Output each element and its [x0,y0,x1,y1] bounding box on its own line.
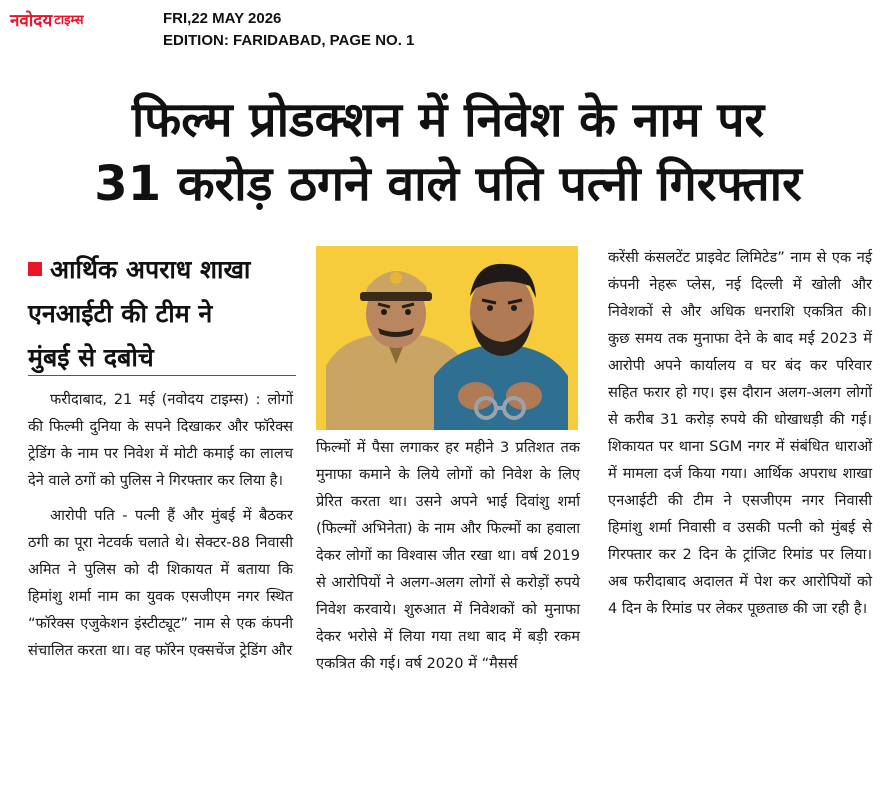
article-column-1 [28,386,293,664]
subhead-line-3: मुंबई से दबोचे [28,343,154,372]
column2-text: फिल्मों में पैसा लगाकर हर महीने 3 प्रतिशत तक मुनाफा कमाने के लिये लोगों को निवेश के लिए प्रेरित करता था। उसने अपने भाई दिवांशु शर्मा (फिल्मों अभिनेता) के नाम और फिल्मों का हवाला देकर लोगों का विश्वास जीत रखा था। वर्ष 2019 से आरोपियों ने अलग-अलग लोगों से करोड़ों रुपये निवेश करवाये। शुरुआत में निवेशकों को मुनाफा देकर भरोसे में लिया गया तथा बाद में बड़ी रकम एकत्रित की गई। वर्ष 2020 में “मैसर्स [316,439,580,672]
publication-date: FRI,22 MAY 2026 [163,10,282,27]
masthead-bar [0,0,896,58]
red-square-bullet-icon [28,262,42,276]
column1-paragraph-1: फरीदाबाद, 21 मई (नवोदय टाइम्स) : लोगों की फिल्मी दुनिया के सपने दिखाकर और फॉरेक्स ट्रेडिंग के नाम पर निवेश में मोटी कमाई का लालच देने वाले ठगों को पुलिस ने गिरफ्तार कर लिया है। [28,391,293,489]
police-arrest-illustration [316,246,578,430]
headline-line-1: फिल्म प्रोडक्शन में निवेश के नाम पर [131,92,765,148]
headline-line-2: 31 करोड़ ठगने वाले पति पत्नी गिरफ्तार [94,156,802,212]
article-headline [0,88,896,216]
column3-text: करेंसी कंसलटेंट प्राइवेट लिमिटेड” नाम से एक नई कंपनी नेहरू प्लेस, नई दिल्ली में खोली और निवेशकों से और अधिक धनराशि एकत्रित की। कुछ समय तक मुनाफा देने के बाद मई 2023 में आरोपी अपने कार्यालय व घर बंद कर परिवार सहित फरार हो गए। इस दौरान अलग-अलग लोगों से करीब 31 करोड़ रुपये की धोखाधड़ी की गई। शिकायत पर थाना SGM नगर में संबंधित धाराओं में मामला दर्ज किया गया। आर्थिक अपराध शाखा एनआईटी की टीम ने एसजीएम नगर निवासी हिमांशु शर्मा निवासी व उसकी पत्नी को मुंबई से गिरफ्तार कर 2 दिन के ट्रांजिट रिमांड पर लिया। अब फरीदाबाद अदालत में पेश कर आरोपियों को 4 दिन के रिमांड पर लेकर पूछताछ की जा रही है। [608,249,872,617]
logo-subtitle: टाइम्स [54,13,84,28]
article-column-3 [608,244,872,622]
column1-paragraph-2: आरोपी पति - पत्नी हैं और मुंबई में बैठकर ठगी का पूरा नेटवर्क चलाते थे। सेक्टर-88 निवासी अमित ने पुलिस को दी शिकायत में बताया कि हिमांशु शर्मा नाम का युवक एसजीएम नगर स्थित “फॉरेक्स एजुकेशन इंस्टीट्यूट” नाम से एक कंपनी संचालित करता था। वह फॉरेन एक्सचेंज ट्रेडिंग और [28,507,293,659]
article-column-2 [316,434,580,677]
edition-label: EDITION: FARIDABAD, PAGE NO. 1 [163,32,415,49]
logo-wordmark: नवोदय [10,10,53,31]
subhead-line-1: आर्थिक अपराध शाखा [50,255,251,284]
subhead-line-2: एनआईटी की टीम ने [28,299,213,328]
edition-info [163,8,414,52]
article-illustration [316,246,578,430]
newspaper-logo[interactable] [10,6,84,32]
article-subhead [28,248,300,380]
subhead-divider [28,375,296,376]
